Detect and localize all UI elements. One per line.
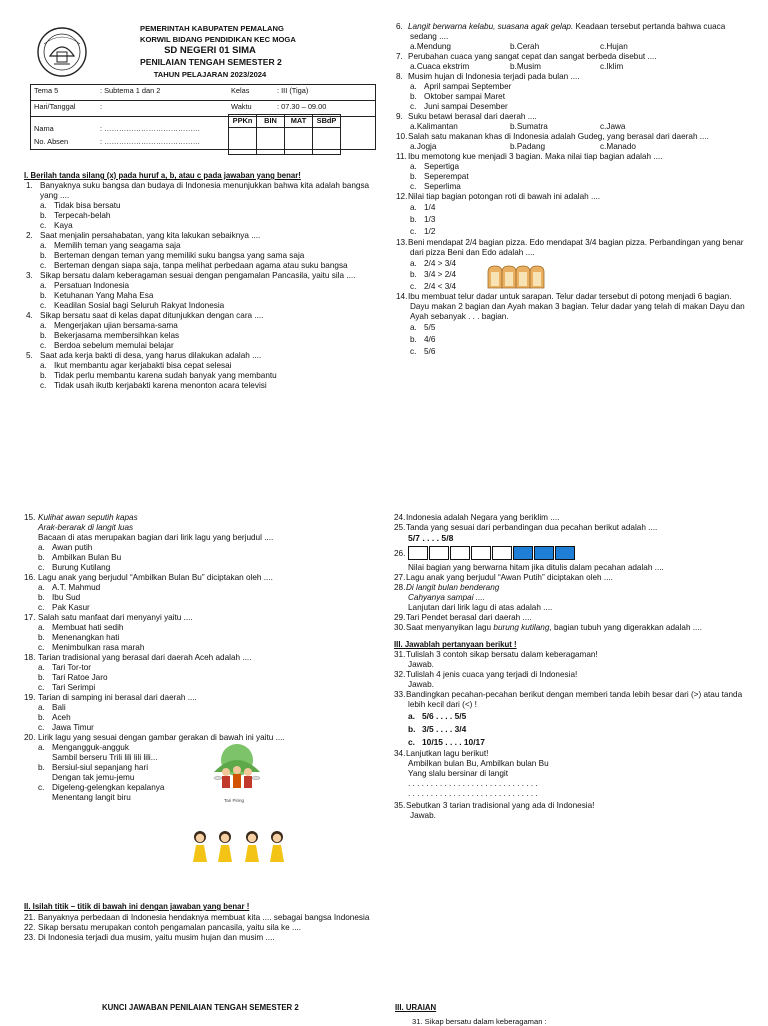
uraian-title: III. URAIAN	[395, 1003, 437, 1012]
questions-1-5	[26, 181, 376, 391]
part1b-option: b. Bersiul-siul sepanjang hari	[38, 763, 149, 772]
part2-question: 21. Banyaknya perbedaan di Indonesia hendaknya membuat kita .... sebagai bangsa Indonesia	[24, 913, 370, 922]
part1-option: a. Mengerjakan ujian bersama-sama	[40, 321, 178, 330]
answer-32-label: Jawab.	[408, 679, 434, 689]
options-33	[394, 710, 750, 749]
options-13	[396, 258, 748, 292]
question-28-cont: Lanjutan dari lirik lagu di atas adalah ....	[408, 603, 553, 613]
answer-31-heading: 31. Sikap bersatu dalam keberagaman :	[412, 1017, 547, 1026]
part1b-question: 15. Kulihat awan seputih kapas	[24, 513, 138, 522]
option: b.Padang	[510, 142, 546, 151]
part1-option: c. Keadilan Sosial bagi Seluruh Rakyat Indonesia	[40, 301, 225, 310]
options-10	[396, 142, 748, 152]
answer-key-title: KUNCI JAWABAN PENILAIAN TENGAH SEMESTER 2	[102, 1003, 299, 1012]
section-2-title: II. Isilah titik – titik di bawah ini dengan jawaban yang benar !	[24, 902, 250, 911]
kelas-label: Kelas	[228, 85, 274, 101]
option: c.Iklim	[600, 62, 624, 71]
part1b-line: Menentang langit biru	[52, 793, 131, 802]
options-11	[396, 162, 748, 192]
question-25: 25.Tanda yang sesuai dari perbandingan dua pecahan berikut adalah ....	[394, 523, 658, 532]
option: a. 5/5	[410, 323, 436, 333]
option: b. 3/5 . . . . 3/4	[408, 724, 467, 734]
option: b. Seperempat	[410, 172, 469, 181]
part1-option: a. Ikut membantu agar kerjabakti bisa cepat selesai	[40, 361, 232, 370]
part1b-option: a. Awan putih	[38, 543, 93, 552]
subject-mat: MAT	[285, 115, 313, 128]
question-26: 26.	[394, 546, 750, 560]
part1b-question: 20. Lirik lagu yang sesuai dengan gambar gerakan di bawah ini yaitu ....	[24, 733, 285, 742]
part1-option: c. Tidak usah ikutb kerjabakti karena menonton acara televisi	[40, 381, 267, 390]
tema: Tema 5	[31, 85, 98, 101]
question-26-text: Nilai bagian yang berwarna hitam jika ditulis dalam pecahan adalah ....	[408, 563, 664, 573]
part1b-option: b. Ambilkan Bulan Bu	[38, 553, 122, 562]
option: a.Kalimantan	[410, 122, 458, 131]
option: c. Seperlima	[410, 182, 461, 191]
waktu-value: : 07.30 – 09.00	[274, 101, 376, 117]
part1b-question: 18. Tarian tradisional yang berasal dari daerah Aceh adalah ....	[24, 653, 252, 662]
subject-bin: BIN	[257, 115, 285, 128]
fraction-box	[492, 546, 512, 560]
part1b-line: Sambil berseru Trili lili lili lili...	[52, 753, 158, 762]
school-logo	[36, 26, 88, 78]
hari-value[interactable]: :	[97, 101, 228, 117]
subject-ppkn: PPKn	[229, 115, 257, 128]
option: b. 4/6	[410, 335, 436, 345]
part1-option: c. Berteman dengan siapa saja, tanpa melihat perbedaan agama atau suku bangsa	[40, 261, 348, 270]
score-sbdp[interactable]	[313, 128, 341, 155]
part1-question: 5. Saat ada kerja bakti di desa, yang harus dilakukan adalah ....	[26, 351, 262, 360]
part1b-option: c. Burung Kutilang	[38, 563, 111, 572]
part1b-option: a. Membuat hati sedih	[38, 623, 124, 632]
bread-slices-image	[486, 262, 546, 290]
option: b. 1/3	[410, 214, 436, 224]
nama-label: Nama No. Absen	[31, 117, 98, 150]
options-6	[396, 42, 748, 52]
question-12: 12.Nilai tiap bagian potongan roti di bawah ini adalah ....	[396, 192, 601, 201]
dept-title: KORWIL BIDANG PENDIDIKAN KEC MOGA	[140, 35, 296, 44]
part1-option: b. Terpecah-belah	[40, 211, 111, 220]
questions-6-14	[396, 22, 748, 358]
part1b-option: b. Aceh	[38, 713, 71, 722]
question-14-cont: Dayu makan 2 bagian dan Ayah makan 3 bagian. Telur dadar yang telah di makan Dayu dan	[410, 302, 745, 312]
fraction-box	[471, 546, 491, 560]
part1b-question: 19. Tarian di samping ini berasal dari daerah ....	[24, 693, 197, 702]
school-name: SD NEGERI 01 SIMA	[164, 45, 256, 56]
options-8	[396, 82, 748, 112]
part1b-option: a. Bali	[38, 703, 66, 712]
tari-piring-caption: Tari Piring	[224, 798, 245, 803]
blank-34-1[interactable]: . . . . . . . . . . . . . . . . . . . . . . . . . . . . .	[408, 779, 538, 789]
gov-title: PEMERINTAH KABUPATEN PEMALANG	[140, 24, 284, 33]
part2-question: 22. Sikap bersatu merupakan contoh pengamalan pancasila, yaitu sila ke ....	[24, 923, 302, 932]
question-9: 9. Suku betawi berasal dari daerah ....	[396, 112, 537, 121]
part1-option: b. Bekerjasama membersihkan kelas	[40, 331, 180, 340]
question-30: 30.Saat menyanyikan lagu burung kutilang, bagian tubuh yang digerakkan adalah ....	[394, 623, 702, 633]
part1-option: b. Ketuhanan Yang Maha Esa	[40, 291, 154, 300]
score-ppkn[interactable]	[229, 128, 257, 155]
question-10: 10.Salah satu makanan khas di Indonesia adalah Gudeg, yang berasal dari daerah ....	[396, 132, 709, 141]
option: b.Musim	[510, 62, 541, 71]
lyric-34a: Ambilkan bulan Bu, Ambilkan bulan Bu	[408, 759, 549, 769]
fraction-box	[534, 546, 554, 560]
subject-sbdp: SBdP	[313, 115, 341, 128]
option: a.Jogja	[410, 142, 437, 151]
question-29: 29.Tari Pendet berasal dari daerah ....	[394, 613, 532, 623]
option: c.Hujan	[600, 42, 628, 51]
section-3-title: III. Jawablah pertanyaan berikut !	[394, 640, 517, 650]
question-27: 27.Lagu anak yang berjudul “Awan Putih” diciptakan oleh ....	[394, 573, 613, 583]
option: a. 5/6 . . . . 5/5	[408, 710, 467, 721]
part1b-option: a. Mengangguk-angguk	[38, 743, 129, 752]
part1-question: 2. Saat menjalin persahabatan, yang kita lakukan sebaiknya ....	[26, 231, 261, 240]
dancing-children-image	[188, 828, 290, 864]
score-table	[228, 114, 341, 155]
part1-option: a. Memilih teman yang seagama saja	[40, 241, 181, 250]
option: c. 1/2	[410, 226, 436, 236]
part1b-option: c. Pak Kasur	[38, 603, 90, 612]
option: c.Manado	[600, 142, 636, 151]
option: b.Cerah	[510, 42, 540, 51]
part1-option: b. Berteman dengan teman yang memiliki suku bangsa yang sama saja	[40, 251, 305, 260]
option: b.Sumatra	[510, 122, 548, 131]
part1b-option: b. Menenangkan hati	[38, 633, 120, 642]
part1-option: c. Berdoa sebelum memulai belajar	[40, 341, 174, 350]
option: b. 3/4 > 2/4	[410, 270, 457, 280]
questions-24-35	[394, 513, 750, 821]
answer-35-label: Jawab.	[410, 811, 436, 821]
question-24: 24.Indonesia adalah Negara yang beriklim ....	[394, 513, 560, 522]
fraction-box	[555, 546, 575, 560]
option: a.Mendung	[410, 42, 451, 51]
options-14	[396, 322, 748, 358]
question-14: 14.Ibu membuat telur dadar untuk sarapan. Telur dadar tersebut di potong menjadi 6 bagian.	[396, 292, 732, 302]
question-8: 8. Musim hujan di Indonesia terjadi pada bulan ....	[396, 72, 580, 81]
option: a. April sampai September	[410, 82, 512, 91]
option: a. 2/4 > 3/4	[410, 258, 457, 268]
questions-21-23	[24, 913, 384, 943]
subtema: : Subtema 1 dan 2	[97, 85, 228, 101]
question-13: 13.Beni mendapat 2/4 bagian pizza. Edo mendapat 3/4 bagian pizza. Perbandingan yang benar	[396, 237, 744, 247]
question-28-lyric: Cahyanya sampai ....	[408, 593, 485, 603]
blank-34-2[interactable]: . . . . . . . . . . . . . . . . . . . . . . . . . . . . .	[408, 789, 538, 799]
fraction-boxes	[408, 549, 576, 558]
part1b-line: Bacaan di atas merupakan bagian dari lirik lagu yang berjudul ....	[38, 533, 274, 542]
lyric-34b: Yang slalu bersinar di langit	[408, 769, 508, 779]
question-13-cont: dari pizza Beni dan Edo adalah ....	[410, 247, 535, 257]
option: c. 5/6	[410, 346, 436, 356]
part1b-question: 16. Lagu anak yang berjudul “Ambilkan Bulan Bu” diciptakan oleh ....	[24, 573, 273, 582]
part2-question: 23. Di Indonesia terjadi dua musim, yaitu musim hujan dan musim ....	[24, 933, 275, 942]
option: c. 10/15 . . . . 10/17	[408, 737, 485, 748]
score-bin[interactable]	[257, 128, 285, 155]
part1b-option: b. Ibu Sud	[38, 593, 81, 602]
options-9	[396, 122, 748, 132]
question-6-cont: sedang ....	[410, 32, 449, 41]
question-33-cont: lebih kecil dari (<) !	[408, 699, 477, 709]
kelas-value: : III (Tiga)	[274, 85, 376, 101]
section-1-title: I. Berilah tanda silang (x) pada huruf a, b, atau c pada jawaban yang benar!	[24, 171, 301, 180]
part1b-line: Arak-berarak di langit luas	[38, 523, 134, 532]
question-31: 31.Tulislah 3 contoh sikap bersatu dalam keberagaman!	[394, 649, 598, 659]
answer-31-label: Jawab.	[408, 659, 434, 669]
part1b-option: c. Digeleng-gelengkan kepalanya	[38, 783, 165, 792]
option: c. Juni sampai Desember	[410, 102, 508, 111]
part1b-option: a. Tari Tor-tor	[38, 663, 91, 672]
hari-label: Hari/Tanggal	[31, 101, 98, 117]
waktu-label: Waktu	[228, 101, 274, 117]
questions-15-20	[24, 513, 374, 803]
part1b-option: c. Jawa Timur	[38, 723, 94, 732]
fraction-box	[513, 546, 533, 560]
option: c.Jawa	[600, 122, 626, 131]
tari-piring-image	[210, 742, 264, 800]
options-7	[396, 62, 748, 72]
part1-question: 1. Banyaknya suku bangsa dan budaya di Indonesia menunjukkan bahwa kita adalah bangsa	[26, 181, 370, 190]
fraction-box	[450, 546, 470, 560]
question-32: 32.Tulislah 4 jenis cuaca yang terjadi di Indonesia!	[394, 669, 578, 679]
exam-title: PENILAIAN TENGAH SEMESTER 2	[140, 57, 282, 67]
part1b-question: 17. Salah satu manfaat dari menyanyi yaitu ....	[24, 613, 193, 622]
part1-option: b. Tidak perlu membantu karena sudah banyak yang membantu	[40, 371, 277, 380]
option: a. Sepertiga	[410, 162, 460, 171]
part1b-option: b. Tari Ratoe Jaro	[38, 673, 108, 682]
part1-option: c. Kaya	[40, 221, 73, 230]
part1-question: 3. Sikap bersatu dalam keberagaman sesuai dengan pengamalan Pancasila, yaitu sila ....	[26, 271, 356, 280]
option: a.Cuaca ekstrim	[410, 62, 470, 71]
question-28: 28.Di langit bulan benderang	[394, 583, 500, 593]
nama-absen-fields[interactable]: : ………………………………… : …………………………………	[97, 117, 376, 150]
option: c. 2/4 < 3/4	[410, 281, 457, 291]
question-35: 35.Sebutkan 3 tarian tradisional yang ada di Indonesia!	[394, 801, 595, 811]
question-34: 34.Lanjutkan lagu berikut!	[394, 749, 489, 759]
question-6: 6. Langit berwarna kelabu, suasana agak gelap. Keadaan tersebut pertanda bahwa cuaca	[396, 22, 726, 31]
part1b-option: c. Menimbulkan rasa marah	[38, 643, 145, 652]
fraction-box	[429, 546, 449, 560]
question-7: 7. Perubahan cuaca yang sangat cepat dan sangat berbeda disebut ....	[396, 52, 657, 61]
score-mat[interactable]	[285, 128, 313, 155]
question-33: 33.Bandingkan pecahan-pecahan berikut dengan memberi tanda lebih besar dari (>) atau tanda	[394, 689, 743, 699]
fraction-compare-25: 5/7 . . . . 5/8	[408, 533, 454, 543]
part1-option: a. Tidak bisa bersatu	[40, 201, 121, 210]
part1b-line: Dengan tak jemu-jemu	[52, 773, 135, 782]
question-11: 11.Ibu memotong kue menjadi 3 bagian. Maka nilai tiap bagian adalah ....	[396, 152, 663, 161]
part1b-option: a. A.T. Mahmud	[38, 583, 101, 592]
question-14-cont2: Ayah sebanyak . . . bagian.	[410, 312, 509, 322]
option: a. 1/4	[410, 203, 436, 212]
fraction-box	[408, 546, 428, 560]
option: b. Oktober sampai Maret	[410, 92, 505, 101]
options-12	[396, 202, 748, 238]
school-year: TAHUN PELAJARAN 2023/2024	[153, 70, 267, 79]
part1-option: a. Persatuan Indonesia	[40, 281, 130, 290]
part1-question: 4. Sikap bersatu saat di kelas dapat ditunjukkan dengan cara ....	[26, 311, 264, 320]
part1-line: yang ....	[40, 191, 70, 200]
part1b-option: c. Tari Serimpi	[38, 683, 96, 692]
